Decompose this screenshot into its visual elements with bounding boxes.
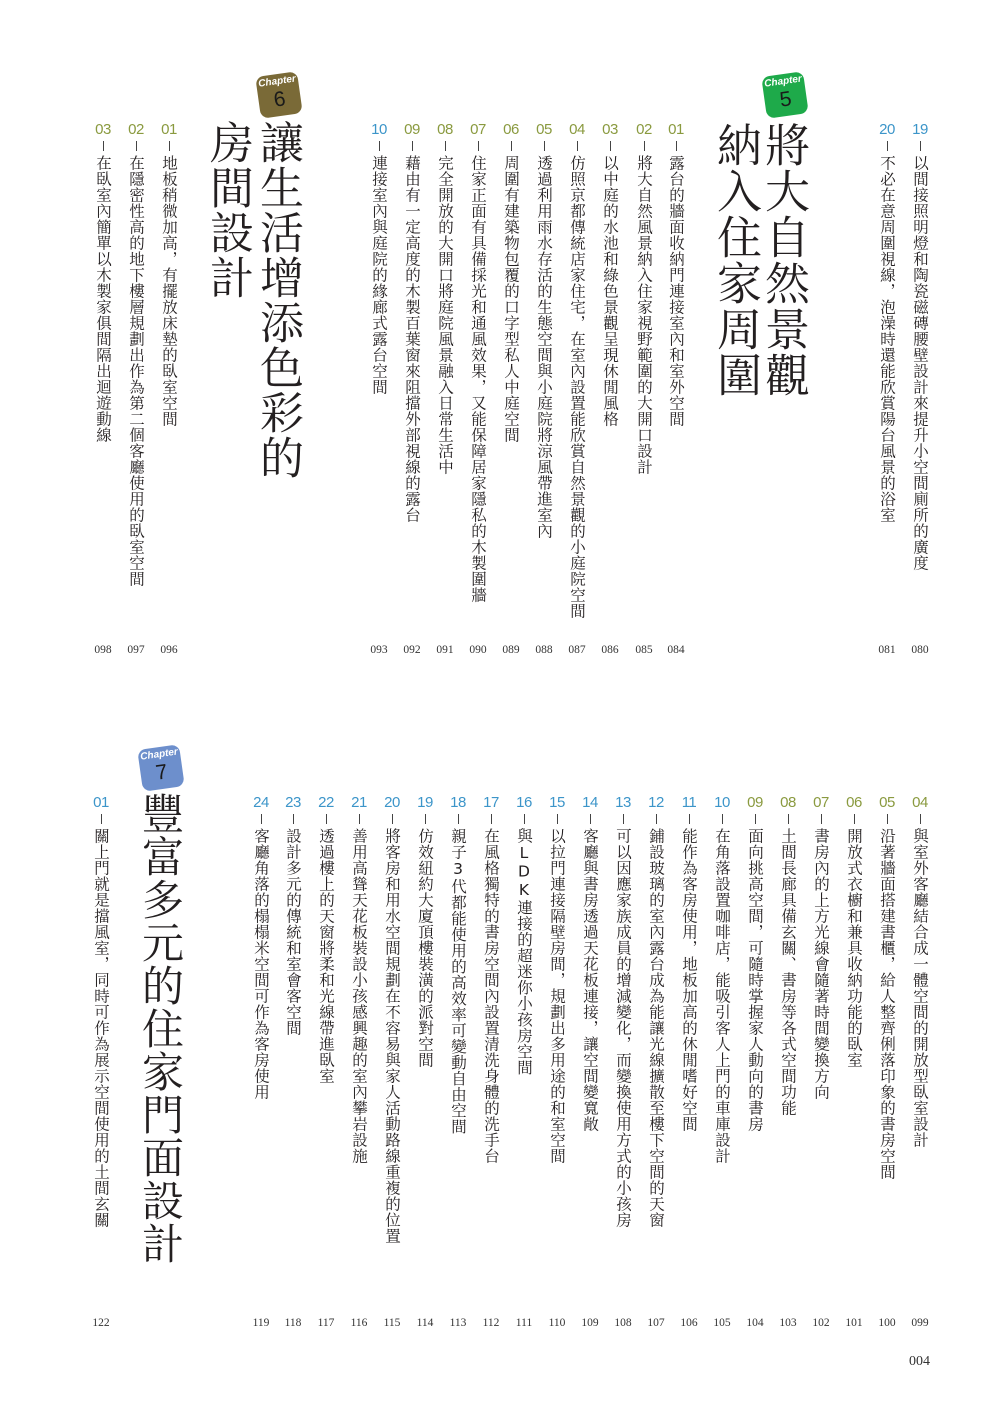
toc-item — [511, 795, 537, 1076]
divider — [920, 141, 921, 151]
item-number: 11 — [681, 794, 697, 811]
page-number: 100 — [878, 1317, 896, 1329]
divider — [577, 141, 578, 151]
toc-item — [544, 795, 570, 1164]
item-number: 02 — [636, 121, 652, 138]
toc-item — [564, 122, 590, 619]
toc-item — [531, 122, 557, 539]
item-number: 04 — [569, 121, 585, 138]
item-number: 13 — [615, 794, 631, 811]
item-number: 01 — [161, 121, 177, 138]
item-number: 20 — [879, 121, 895, 138]
page-number: 103 — [779, 1317, 797, 1329]
divider — [755, 814, 756, 824]
divider — [610, 141, 611, 151]
divider — [491, 814, 492, 824]
item-title: 在風格獨特的書房空間內設置清洗身體的洗手台 — [482, 828, 500, 1164]
item-number: 24 — [253, 794, 269, 811]
toc-item — [280, 795, 306, 1036]
item-title: 露台的牆面收納門連接室內和室外空間 — [667, 155, 685, 427]
toc-item — [445, 795, 471, 1135]
item-number: 01 — [93, 794, 109, 811]
item-title: 以中庭的水池和綠色景觀呈現休閒風格 — [601, 155, 619, 427]
item-title: 在角落設置咖啡店，能吸引客人上門的車庫設計 — [713, 828, 731, 1164]
page-number: 110 — [548, 1317, 566, 1329]
item-number: 04 — [912, 794, 928, 811]
item-number: 02 — [128, 121, 144, 138]
item-number: 19 — [417, 794, 433, 811]
item-number: 10 — [371, 121, 387, 138]
item-title: 將大自然風景納入住家視野範圍的大開口設計 — [635, 155, 653, 475]
toc-item — [123, 122, 149, 587]
item-number: 14 — [582, 794, 598, 811]
item-title: 透過樓上的天窗將柔和光線帶進臥室 — [317, 828, 335, 1084]
item-title: 在隱密性高的地下樓層規劃出作為第二個客廳使用的臥室空間 — [127, 155, 145, 587]
toc-item — [874, 795, 900, 1180]
toc-item — [643, 795, 669, 1228]
item-number: 07 — [813, 794, 829, 811]
page-number: 113 — [449, 1317, 467, 1329]
item-number: 22 — [318, 794, 334, 811]
chapter-number: 6 — [272, 87, 288, 112]
toc-item — [399, 122, 425, 523]
item-title: 善用高聳天花板裝設小孩感興趣的室內攀岩設施 — [350, 828, 368, 1164]
page-number: 084 — [667, 644, 685, 656]
item-title: 關上門就是擋風室，同時可作為展示空間使用的土間玄關 — [92, 828, 110, 1228]
toc-item — [597, 122, 623, 427]
page-number: 115 — [383, 1317, 401, 1329]
item-title: 連接室內與庭院的緣廊式露台空間 — [370, 155, 388, 395]
toc-item — [742, 795, 768, 1132]
toc-item — [907, 122, 933, 571]
item-title: 鋪設玻璃的室內露台成為能讓光線擴散至樓下空間的天窗 — [647, 828, 665, 1228]
page-number: 104 — [746, 1317, 764, 1329]
item-number: 07 — [470, 121, 486, 138]
divider — [854, 814, 855, 824]
page-number: 119 — [252, 1317, 270, 1329]
item-number: 17 — [483, 794, 499, 811]
item-title: 客廳角落的榻榻米空間可作為客房使用 — [252, 828, 270, 1100]
divider — [656, 814, 657, 824]
page-number: 108 — [614, 1317, 632, 1329]
page-number: 090 — [469, 644, 487, 656]
page-number: 088 — [535, 644, 553, 656]
item-number: 03 — [602, 121, 618, 138]
divider — [722, 814, 723, 824]
divider — [261, 814, 262, 824]
item-title: 設計多元的傳統和室會客空間 — [284, 828, 302, 1036]
toc-item — [432, 122, 458, 475]
toc-item — [465, 122, 491, 603]
item-title: 沿著牆面搭建書櫃，給人整齊俐落印象的書房空間 — [878, 828, 896, 1180]
toc-item — [709, 795, 735, 1164]
page-number: 096 — [160, 644, 178, 656]
item-title: 與室外客廳結合成一體空間的開放型臥室設計 — [911, 828, 929, 1148]
divider — [511, 141, 512, 151]
item-number: 20 — [384, 794, 400, 811]
chapter-number: 5 — [778, 87, 794, 112]
divider — [887, 814, 888, 824]
toc-item — [808, 795, 834, 1100]
toc-item — [874, 122, 900, 523]
item-title: 親子3代都能使用的高效率可變動自由空間 — [449, 828, 467, 1135]
item-title: 開放式衣櫥和兼具收納功能的臥室 — [845, 828, 863, 1068]
page-number: 091 — [436, 644, 454, 656]
chapter-5-title: 將大自然景觀 — [757, 122, 810, 398]
divider — [326, 814, 327, 824]
toc-item — [498, 122, 524, 443]
item-number: 09 — [404, 121, 420, 138]
divider — [101, 814, 102, 824]
toc-item — [248, 795, 274, 1100]
page-number: 102 — [812, 1317, 830, 1329]
divider — [557, 814, 558, 824]
item-title: 仿效紐約大廈頂樓裝潢的派對空間 — [416, 828, 434, 1068]
toc-item — [631, 122, 657, 475]
item-title: 可以因應家族成員的增減變化，而變換使用方式的小孩房 — [614, 828, 632, 1228]
page-number: 080 — [911, 644, 929, 656]
page-number: 105 — [713, 1317, 731, 1329]
page-number: 122 — [92, 1317, 110, 1329]
chapter-label: Chapter — [763, 73, 803, 90]
item-number: 03 — [95, 121, 111, 138]
divider — [379, 141, 380, 151]
divider — [392, 814, 393, 824]
item-title: 與LDK連接的超迷你小孩房空間 — [515, 828, 533, 1076]
item-title: 周圍有建築物包覆的口字型私人中庭空間 — [502, 155, 520, 443]
item-title: 以間接照明燈和陶瓷磁磚腰壁設計來提升小空間廁所的廣度 — [911, 155, 929, 571]
divider — [136, 141, 137, 151]
page-number: 098 — [94, 644, 112, 656]
divider — [412, 141, 413, 151]
page-number: 109 — [581, 1317, 599, 1329]
item-number: 01 — [668, 121, 684, 138]
page-number: 118 — [284, 1317, 302, 1329]
item-number: 09 — [747, 794, 763, 811]
item-title: 不必在意周圍視線，泡澡時還能欣賞陽台風景的浴室 — [878, 155, 896, 523]
item-title: 仿照京都傳統店家住宅，在室內設置能欣賞自然景觀的小庭院空間 — [568, 155, 586, 619]
toc-item — [366, 122, 392, 395]
item-number: 06 — [846, 794, 862, 811]
item-number: 15 — [549, 794, 565, 811]
page-number: 087 — [568, 644, 586, 656]
toc-item — [313, 795, 339, 1084]
toc-item — [346, 795, 372, 1164]
item-title: 透過利用雨水存活的生態空間與小庭院將涼風帶進室內 — [535, 155, 553, 539]
page-number: 089 — [502, 644, 520, 656]
item-title: 土間長廊具備玄關、書房等各式空間功能 — [779, 828, 797, 1116]
item-title: 書房內的上方光線會隨著時間變換方向 — [812, 828, 830, 1100]
chapter-6-title: 房間設計 — [202, 120, 253, 300]
toc-item — [156, 122, 182, 427]
item-number: 05 — [536, 121, 552, 138]
page-number: 099 — [911, 1317, 929, 1329]
item-number: 21 — [351, 794, 367, 811]
divider — [478, 141, 479, 151]
chapter-7-badge — [137, 744, 184, 791]
toc-item — [663, 122, 689, 427]
divider — [544, 141, 545, 151]
item-title: 將客房和用水空間規劃在不容易與家人活動路線重複的位置 — [383, 828, 401, 1244]
page-number: 086 — [601, 644, 619, 656]
chapter-label: Chapter — [257, 73, 297, 90]
item-title: 在臥室內簡單以木製家俱間隔出迴遊動線 — [94, 155, 112, 443]
page-number: 093 — [370, 644, 388, 656]
item-number: 08 — [780, 794, 796, 811]
page-number: 112 — [482, 1317, 500, 1329]
chapter-6-badge — [255, 71, 302, 118]
toc-item — [841, 795, 867, 1068]
toc-item — [478, 795, 504, 1164]
item-title: 藉由有一定高度的木製百葉窗來阻擋外部視線的露台 — [403, 155, 421, 523]
page-number: 114 — [416, 1317, 434, 1329]
page-number: 081 — [878, 644, 896, 656]
item-title: 能作為客房使用，地板加高的休閒嗜好空間 — [680, 828, 698, 1132]
divider — [425, 814, 426, 824]
item-number: 12 — [648, 794, 664, 811]
page-number: 092 — [403, 644, 421, 656]
page-number: 101 — [845, 1317, 863, 1329]
toc-item — [88, 795, 114, 1228]
item-title: 地板稍微加高，有擺放床墊的臥室空間 — [160, 155, 178, 427]
divider — [458, 814, 459, 824]
item-title: 面向挑高空間，可隨時掌握家人動向的書房 — [746, 828, 764, 1132]
item-number: 06 — [503, 121, 519, 138]
page-number: 107 — [647, 1317, 665, 1329]
toc-item — [610, 795, 636, 1228]
item-title: 客廳與書房透過天花板連接，讓空間變寬敞 — [581, 828, 599, 1132]
divider — [676, 141, 677, 151]
toc-item — [907, 795, 933, 1148]
divider — [644, 141, 645, 151]
chapter-5-title: 納入住家周圍 — [709, 122, 762, 398]
chapter-label: Chapter — [139, 746, 179, 763]
item-number: 16 — [516, 794, 532, 811]
item-number: 05 — [879, 794, 895, 811]
chapter-number: 7 — [154, 760, 170, 785]
divider — [359, 814, 360, 824]
divider — [920, 814, 921, 824]
divider — [689, 814, 690, 824]
page-number: 111 — [515, 1317, 533, 1329]
divider — [788, 814, 789, 824]
divider — [821, 814, 822, 824]
page-number: 116 — [350, 1317, 368, 1329]
divider — [887, 141, 888, 151]
item-number: 18 — [450, 794, 466, 811]
folio-page-number: 004 — [909, 1354, 930, 1369]
divider — [103, 141, 104, 151]
item-number: 08 — [437, 121, 453, 138]
divider — [524, 814, 525, 824]
chapter-5-badge — [761, 71, 808, 118]
chapter-6-title: 讓生活增添色彩的 — [252, 120, 303, 480]
item-title: 完全開放的大開口將庭院風景融入日常生活中 — [436, 155, 454, 475]
divider — [590, 814, 591, 824]
page-number: 085 — [635, 644, 653, 656]
item-title: 以拉門連接隔壁房間，規劃出多用途的和室空間 — [548, 828, 566, 1164]
toc-item — [577, 795, 603, 1132]
item-number: 23 — [285, 794, 301, 811]
toc-item — [90, 122, 116, 443]
item-number: 10 — [714, 794, 730, 811]
toc-item — [379, 795, 405, 1244]
divider — [293, 814, 294, 824]
page-number: 106 — [680, 1317, 698, 1329]
divider — [169, 141, 170, 151]
toc-item — [412, 795, 438, 1068]
toc-item — [775, 795, 801, 1116]
divider — [445, 141, 446, 151]
item-number: 19 — [912, 121, 928, 138]
item-title: 住家正面有具備採光和通風效果，又能保障居家隱私的木製圍牆 — [469, 155, 487, 603]
page-number: 097 — [127, 644, 145, 656]
chapter-7-title: 豐富多元的住家門面設計 — [136, 792, 185, 1265]
divider — [623, 814, 624, 824]
toc-item — [676, 795, 702, 1132]
page-number: 117 — [317, 1317, 335, 1329]
